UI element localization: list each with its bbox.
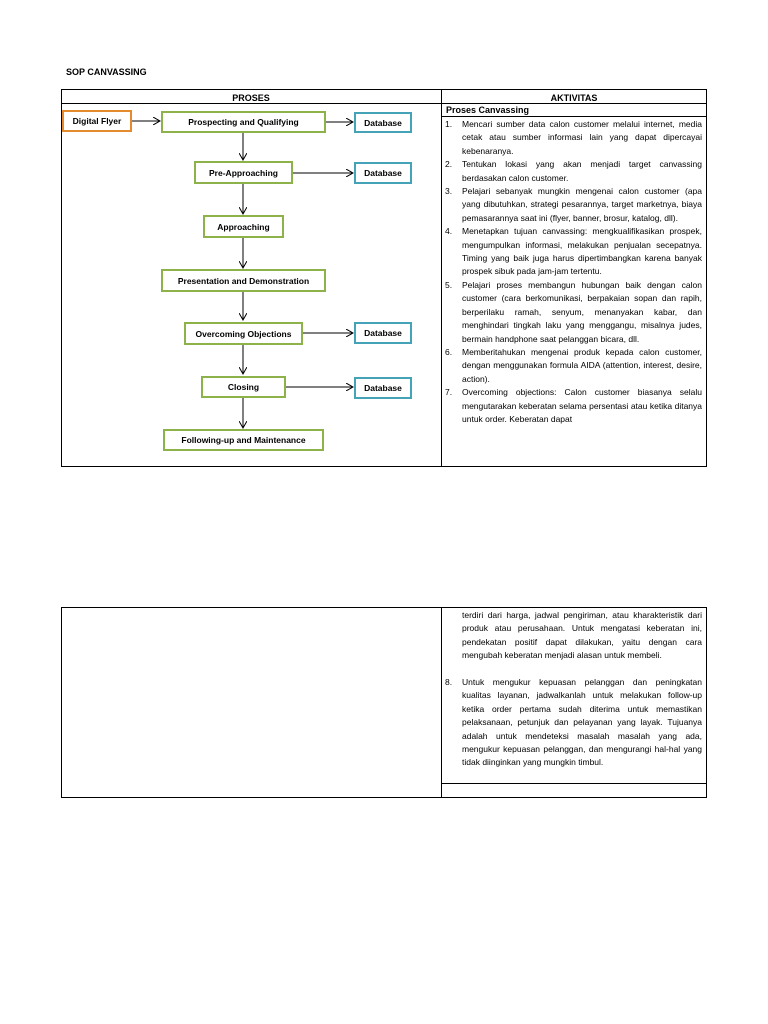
step-following-up-and-maintenance: Following-up and Maintenance [163, 429, 324, 451]
activity-continuation [445, 609, 702, 663]
activities-clip [441, 117, 707, 466]
database-box: Database [354, 112, 412, 133]
database-box: Database [354, 162, 412, 184]
step-closing: Closing [201, 376, 286, 398]
header-proses: PROSES [232, 93, 270, 103]
step-approaching: Approaching [203, 215, 284, 238]
row-divider [441, 783, 707, 784]
activity-item: 4. Menetapkan tujuan canvassing: mengkualifikasikan prospek, mengumpulkan informasi, melakukan penjualan secepatnya. Timing yang baik juga harus dipertimbangkan karena banyak prospek sibuk pada jam-jam tertentu. [445, 226, 702, 277]
digital-flyer-box: Digital Flyer [62, 110, 132, 132]
step-prospecting-and-qualifying: Prospecting and Qualifying [161, 111, 326, 133]
activity-item: 6. Memberitahukan mengenai produk kepada calon customer, dengan menggunakan formula AIDA (attention, interest, desire, action). [445, 346, 702, 384]
activity-item: 1. Mencari sumber data calon customer melalui internet, media cetak atau sumber informasi lain yang dapat dipercayai kebenaranya. [445, 119, 702, 156]
step-pre-approaching: Pre-Approaching [194, 161, 293, 184]
step-overcoming-objections: Overcoming Objections [184, 322, 303, 345]
header-aktivitas: AKTIVITAS [550, 93, 598, 103]
database-box: Database [354, 322, 412, 344]
activity-7-continuation: terdiri dari harga, jadwal pengiriman, atau kharakteristik dari produk atau perusahaan. Untuk mengatasi keberatan ini, pendekatan positif dapat dilakukan, yaitu dengan cara mengubah keberatan menjadi alasan untuk membeli. [462, 610, 702, 661]
document-title: SOP CANVASSING [66, 67, 147, 77]
activity-item: 2. Tentukan lokasi yang akan menjadi target canvassing berdasakan calon customer. [445, 159, 702, 183]
column-divider [441, 607, 442, 798]
activity-item: 7. Overcoming objections: Calon customer biasanya selalu mengutarakan keberatan selama persentasi atau ketika ditanya untuk order. Keberatan dapat [445, 387, 702, 424]
database-box: Database [354, 377, 412, 399]
step-presentation-and-demonstration: Presentation and Demonstration [161, 269, 326, 292]
activities-list [445, 118, 702, 426]
activities-list-continued [445, 676, 702, 770]
activity-item: 8. Untuk mengukur kepuasan pelanggan dan peningkatan kualitas layanan, jadwalkanlah untuk melakukan follow-up ketika order pertama sudah diterima untuk memastikan pelaksanaan, petunjuk dan pelayanan yang layak. Tujuanya adalah untuk mendeteksi masalah masalah yang ada, mengukur kepuasan pelanggan, dan mengurangi hal-hal yang tidak diinginkan yang mungkin timbul. [445, 677, 702, 768]
activity-item: 5. Pelajari proses membangun hubungan baik dengan calon customer (cara berkomunikasi, berpakaian sopan dan rapih, berperilaku ramah, senyum, menanyakan kabar, dan menghindari tingkah laku yang menggangu, misalnya judes, bermain handphone saat pelanggan bicara, dll. [445, 279, 702, 344]
subheader-proses-canvassing: Proses Canvassing [446, 105, 530, 115]
activity-item: 3. Pelajari sebanyak mungkin mengenai calon customer (apa yang dibutuhkan, strategi pesarannya, target marketnya, biaya pemasarannya saat ini (flyer, banner, brosur, katalog, dll). [445, 186, 702, 223]
